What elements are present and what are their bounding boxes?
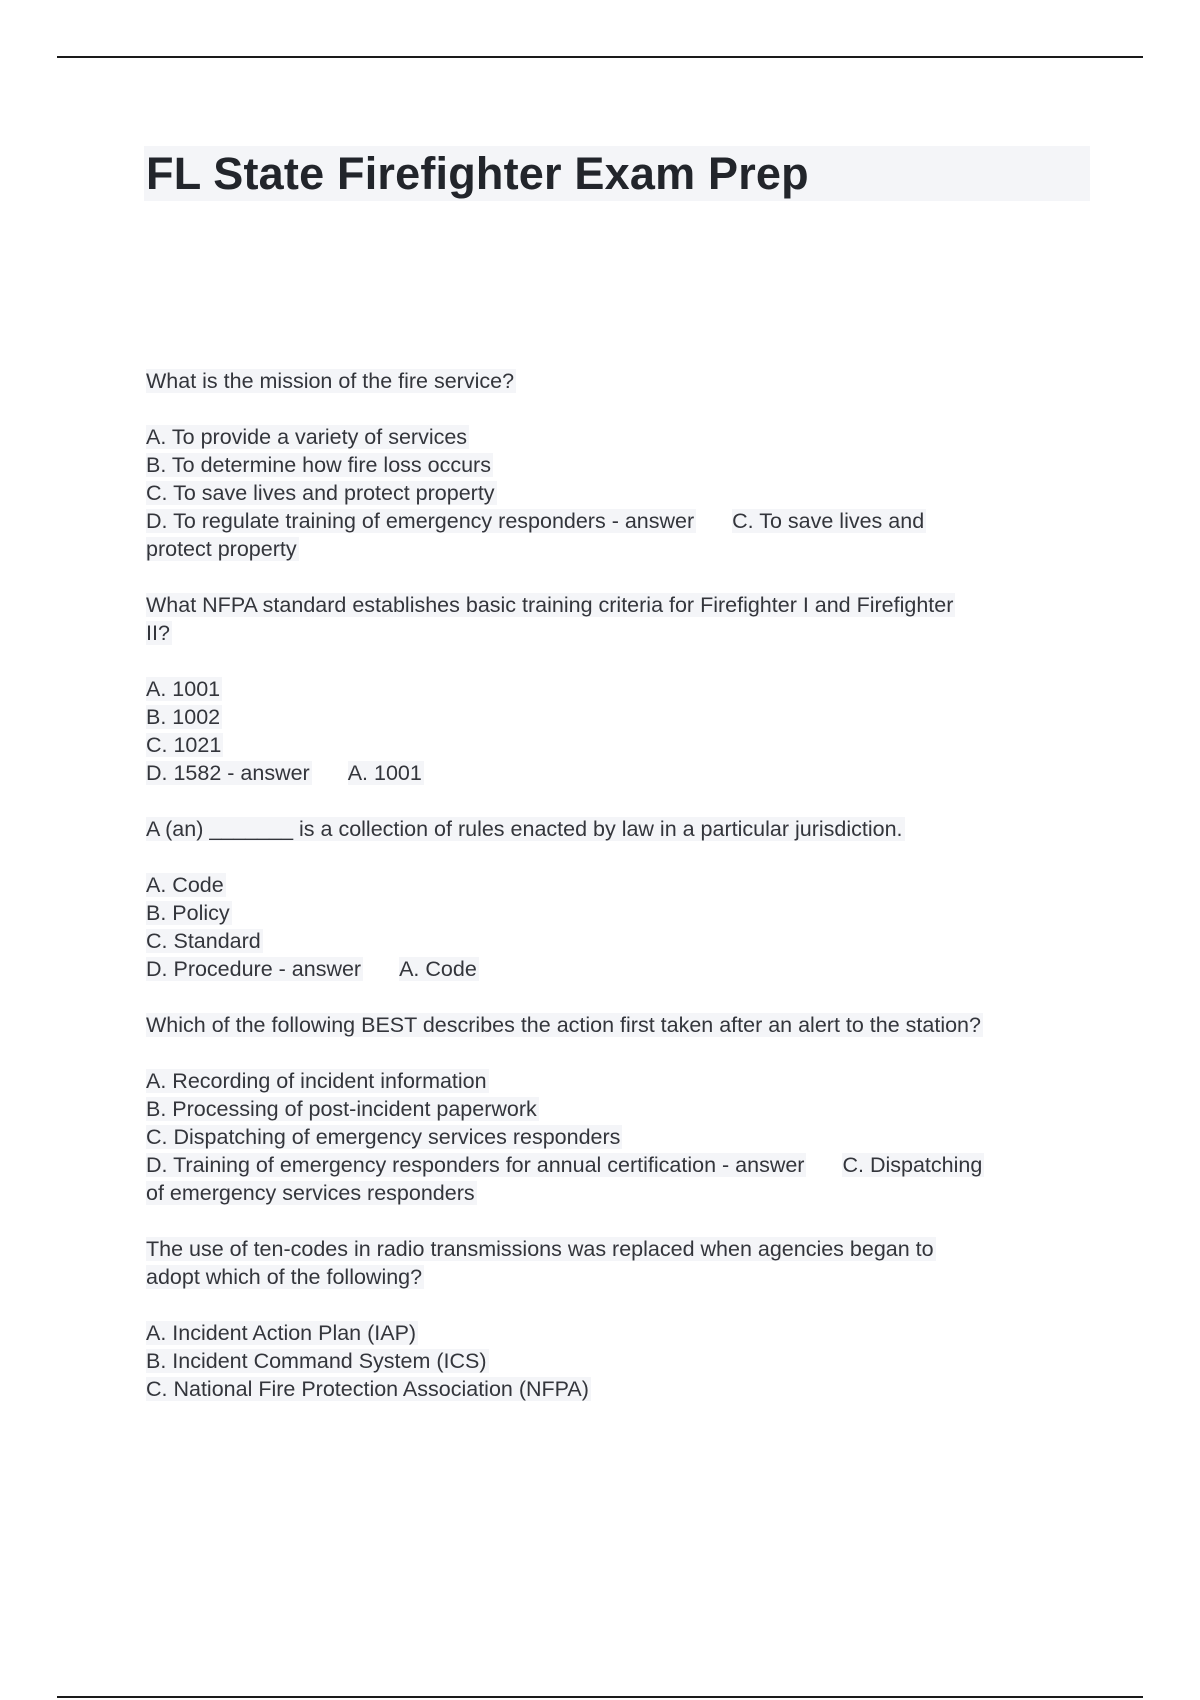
answer-text-continued: protect property bbox=[146, 537, 297, 561]
question-text: A (an) _______ is a collection of rules enacted by law in a particular jurisdiction. bbox=[146, 817, 903, 841]
option-a: A. 1001 bbox=[146, 677, 221, 701]
question-text: What is the mission of the fire service? bbox=[146, 369, 515, 393]
option-c: C. Standard bbox=[146, 929, 261, 953]
question-text-continued: adopt which of the following? bbox=[146, 1265, 423, 1289]
top-rule bbox=[57, 56, 1143, 58]
question-text: What NFPA standard establishes basic training criteria for Firefighter I and Firefighter bbox=[146, 593, 954, 617]
option-a: A. Incident Action Plan (IAP) bbox=[146, 1321, 417, 1345]
question-block-3 bbox=[146, 815, 1106, 1011]
option-d: D. Procedure - answer bbox=[146, 957, 362, 981]
option-c: C. Dispatching of emergency services responders bbox=[146, 1125, 621, 1149]
option-b: B. Processing of post-incident paperwork bbox=[146, 1097, 537, 1121]
option-c: C. National Fire Protection Association (NFPA) bbox=[146, 1377, 589, 1401]
option-b: B. To determine how fire loss occurs bbox=[146, 453, 491, 477]
option-b: B. Incident Command System (ICS) bbox=[146, 1349, 487, 1373]
answer-text: A. 1001 bbox=[347, 761, 422, 785]
option-d: D. 1582 - answer bbox=[146, 761, 310, 785]
question-text: The use of ten-codes in radio transmissions was replaced when agencies began to bbox=[146, 1237, 934, 1261]
option-a: A. Recording of incident information bbox=[146, 1069, 487, 1093]
option-a: A. Code bbox=[146, 873, 224, 897]
question-text: Which of the following BEST describes the action first taken after an alert to the station? bbox=[146, 1013, 981, 1037]
option-c: C. To save lives and protect property bbox=[146, 481, 495, 505]
question-block-2 bbox=[146, 591, 1106, 815]
page-title: FL State Firefighter Exam Prep bbox=[146, 148, 809, 199]
option-d: D. Training of emergency responders for annual certification - answer bbox=[146, 1153, 805, 1177]
bottom-rule bbox=[57, 1696, 1143, 1698]
question-block-5 bbox=[146, 1235, 1106, 1403]
answer-text: C. Dispatching bbox=[842, 1153, 983, 1177]
question-block-1 bbox=[146, 367, 1106, 591]
option-d: D. To regulate training of emergency responders - answer bbox=[146, 509, 695, 533]
answer-text: C. To save lives and bbox=[732, 509, 925, 533]
option-b: B. Policy bbox=[146, 901, 230, 925]
answer-text-continued: of emergency services responders bbox=[146, 1181, 475, 1205]
question-text-continued: II? bbox=[146, 621, 170, 645]
option-a: A. To provide a variety of services bbox=[146, 425, 468, 449]
answer-text: A. Code bbox=[399, 957, 477, 981]
option-c: C. 1021 bbox=[146, 733, 222, 757]
question-list bbox=[146, 367, 1106, 1403]
option-b: B. 1002 bbox=[146, 705, 221, 729]
question-block-4 bbox=[146, 1011, 1106, 1235]
